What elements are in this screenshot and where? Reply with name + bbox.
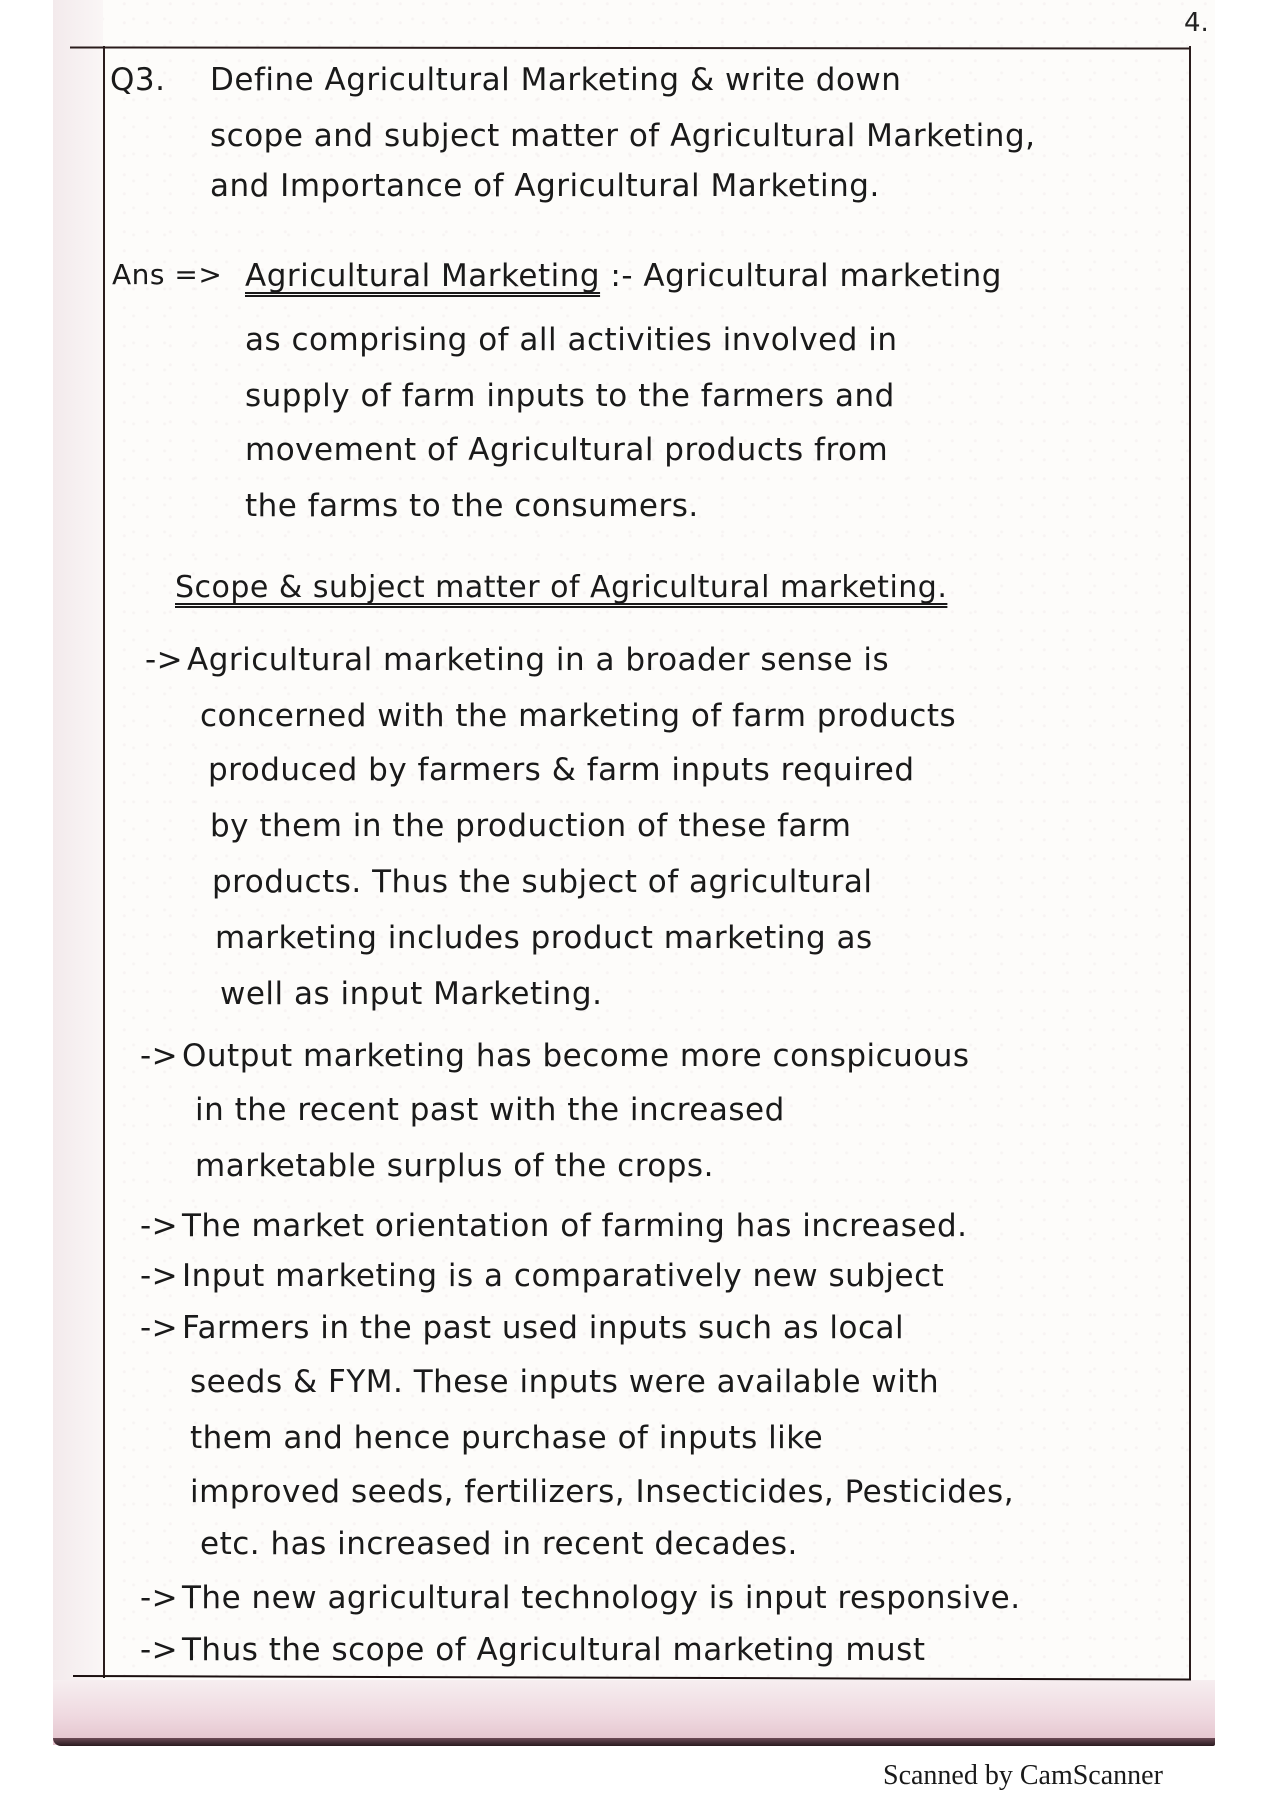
question-line: and Importance of Agricultural Marketing. [210, 168, 880, 204]
answer-prefix: Ans => [112, 258, 223, 291]
bullet-continuation-line: marketable surplus of the crops. [195, 1148, 714, 1184]
arrow-bullet-icon: -> [145, 642, 184, 678]
bullet-text: Thus the scope of Agricultural marketing must [182, 1632, 926, 1668]
answer-line: movement of Agricultural products from [245, 432, 889, 468]
bullet-point-line [140, 1038, 970, 1074]
bullet-continuation-line: produced by farmers & farm inputs required [208, 752, 915, 788]
bullet-continuation-line: them and hence purchase of inputs like [190, 1420, 824, 1456]
bullet-continuation-line: in the recent past with the increased [195, 1092, 785, 1128]
bullet-point-line [140, 1208, 967, 1244]
question-line: scope and subject matter of Agricultural Marketing, [210, 118, 1036, 154]
bullet-continuation-line: by them in the production of these farm [210, 808, 852, 844]
bullet-point-line [145, 642, 889, 678]
arrow-bullet-icon: -> [140, 1258, 179, 1294]
answer-line: the farms to the consumers. [245, 488, 699, 524]
bullet-text: The new agricultural technology is input responsive. [182, 1580, 1021, 1616]
answer-first-line-rest: Agricultural marketing [643, 258, 1002, 294]
bullet-text: Agricultural marketing in a broader sense is [187, 642, 890, 678]
bullet-text: Input marketing is a comparatively new subject [182, 1258, 945, 1294]
bullet-continuation-line: seeds & FYM. These inputs were available with [190, 1364, 940, 1400]
arrow-bullet-icon: -> [140, 1310, 179, 1346]
bullet-continuation-line: marketing includes product marketing as [215, 920, 873, 956]
arrow-bullet-icon: -> [140, 1038, 179, 1074]
arrow-bullet-icon: -> [140, 1208, 179, 1244]
bullet-text: The market orientation of farming has increased. [182, 1208, 968, 1244]
bullet-text: Output marketing has become more conspicuous [182, 1038, 970, 1074]
answer-separator: :- [610, 258, 634, 294]
question-label: Q3. [110, 62, 166, 98]
answer-first-line [245, 258, 1002, 294]
bullet-continuation-line: well as input Marketing. [220, 976, 603, 1012]
arrow-bullet-icon: -> [140, 1580, 179, 1616]
question-line: Define Agricultural Marketing & write down [210, 62, 902, 98]
section-heading: Scope & subject matter of Agricultural marketing. [175, 570, 948, 605]
answer-heading: Agricultural Marketing [245, 258, 601, 294]
bullet-continuation-line: products. Thus the subject of agricultural [212, 864, 873, 900]
bullet-text: Farmers in the past used inputs such as local [182, 1310, 905, 1346]
paper-margin-shading [53, 0, 103, 1745]
bullet-continuation-line: concerned with the marketing of farm products [200, 698, 957, 734]
answer-line: supply of farm inputs to the farmers and [245, 378, 895, 414]
paper-bottom-edge [53, 1738, 1215, 1746]
page-number: 4. [1184, 8, 1209, 38]
arrow-bullet-icon: -> [140, 1632, 179, 1668]
paper-bottom-shadow [53, 1680, 1215, 1745]
right-rule-line [1189, 46, 1191, 1679]
bullet-point-line [140, 1258, 944, 1294]
bullet-continuation-line: improved seeds, fertilizers, Insecticides, Pesticides, [190, 1474, 1015, 1510]
bullet-continuation-line: etc. has increased in recent decades. [200, 1526, 798, 1562]
camscanner-footer: Scanned by CamScanner [883, 1760, 1163, 1791]
bullet-point-line [140, 1310, 904, 1346]
margin-rule-line [103, 46, 105, 1678]
bullet-point-line [140, 1580, 1021, 1616]
bullet-point-line [140, 1632, 925, 1668]
answer-line: as comprising of all activities involved in [245, 322, 898, 358]
